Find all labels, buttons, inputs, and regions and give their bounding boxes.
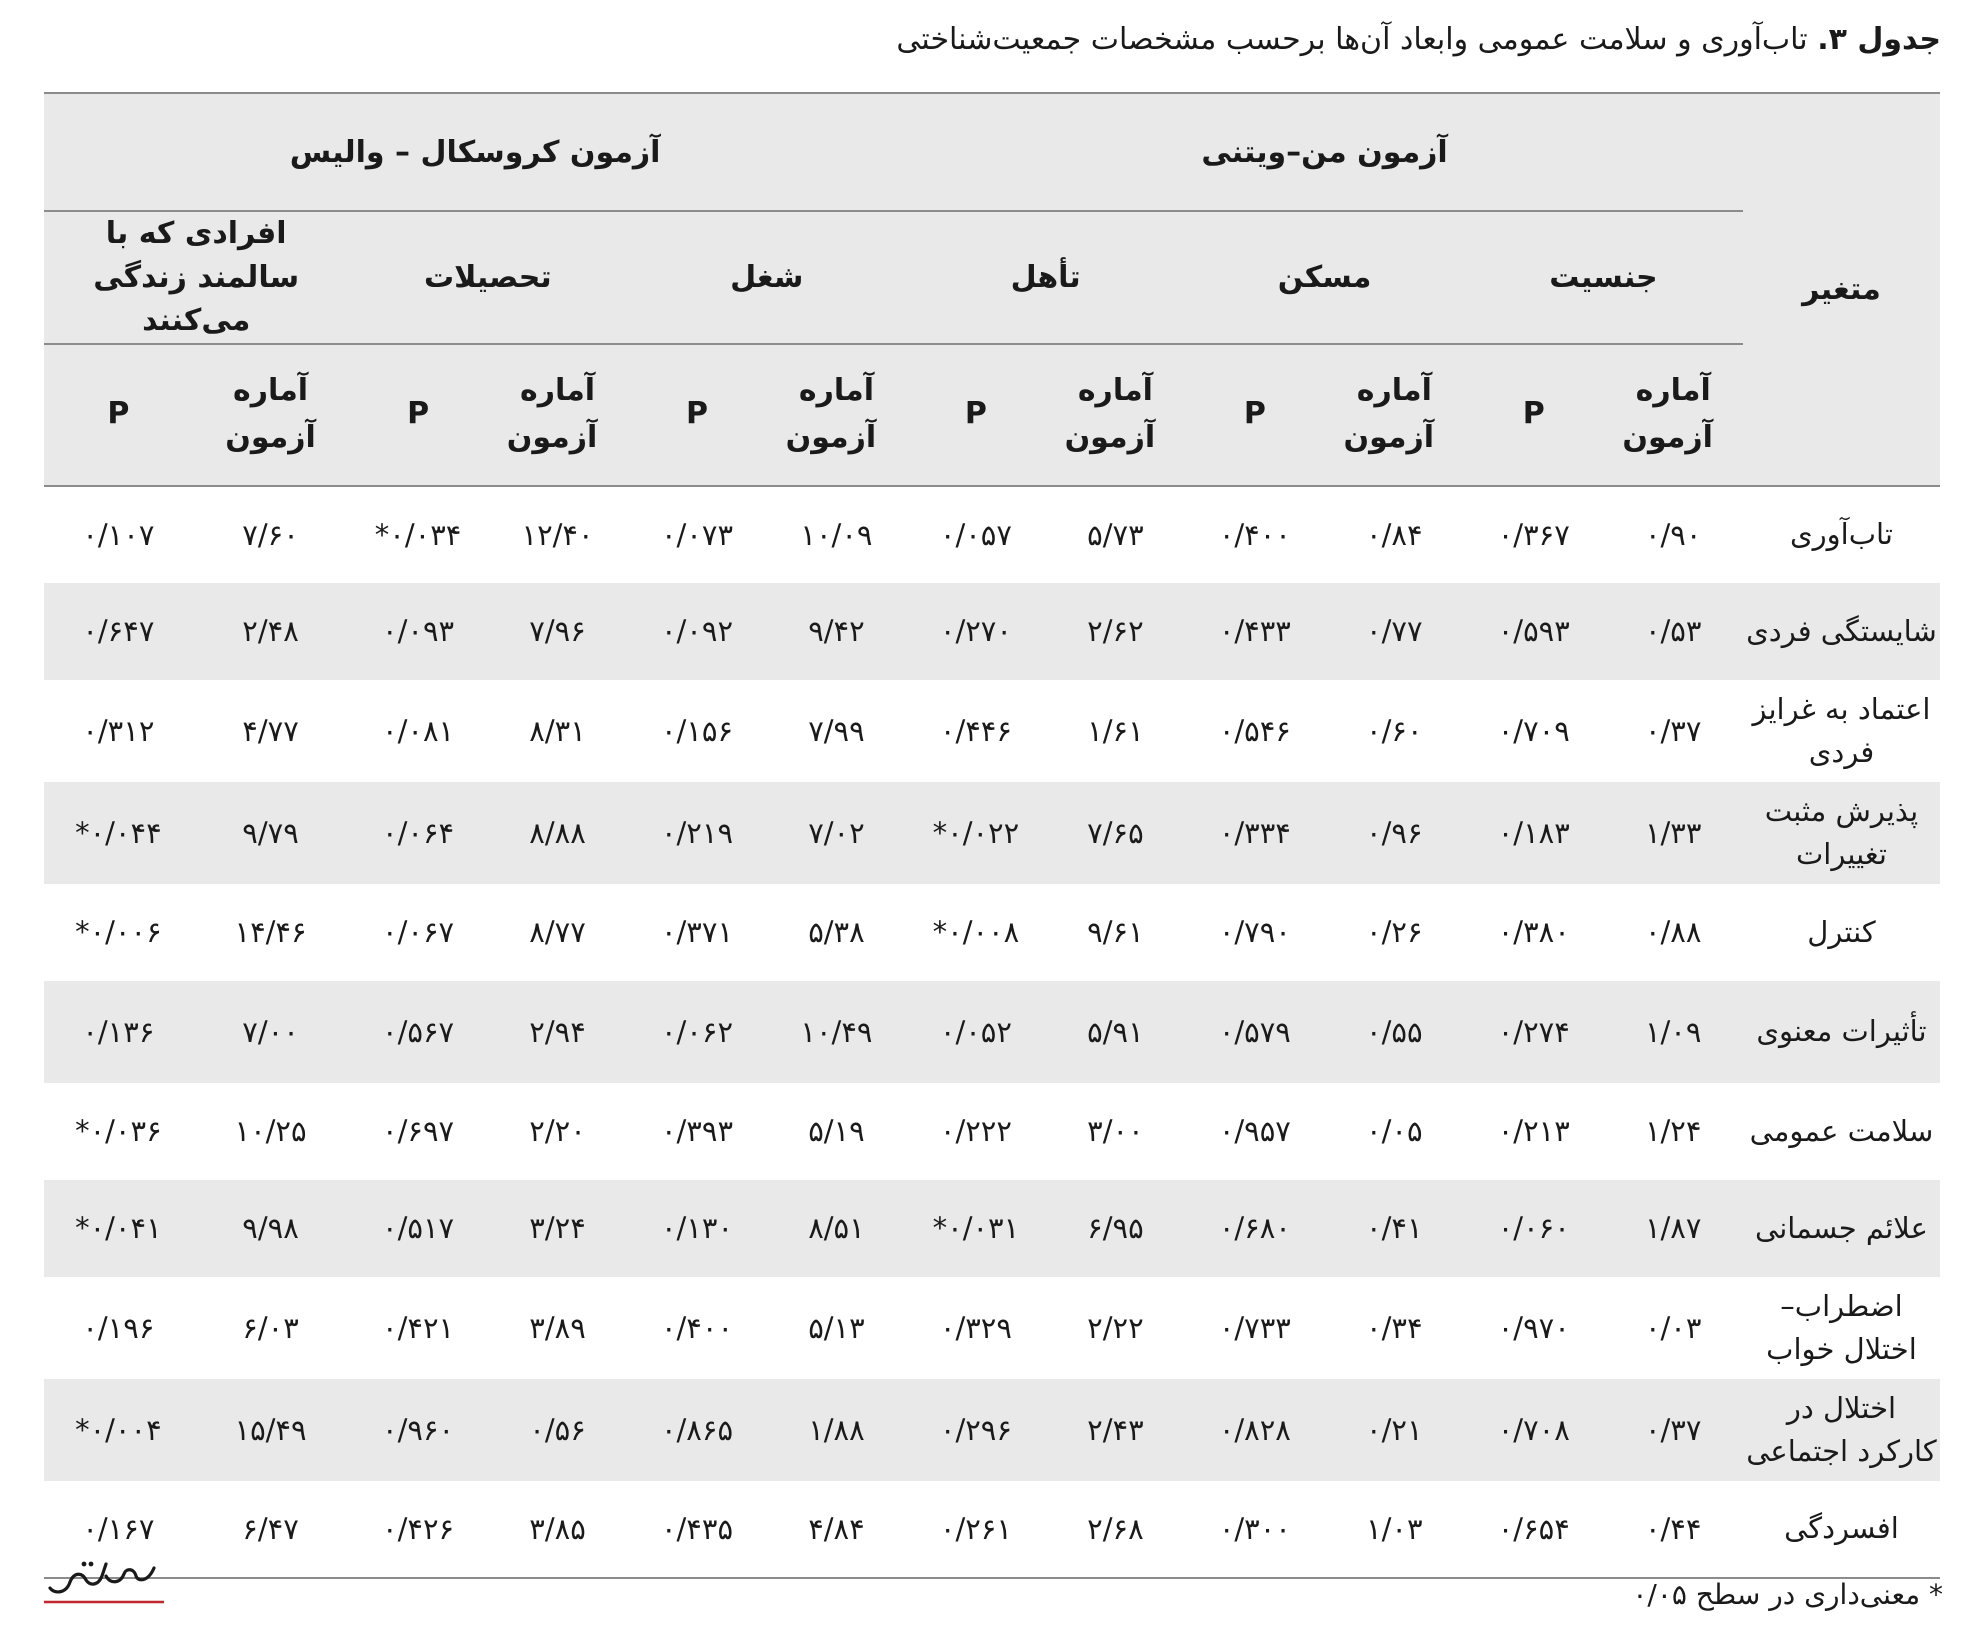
cell-statistic: ۸/۸۸ bbox=[488, 782, 627, 884]
cell-p-value: ۰/۳۳۴ bbox=[1185, 782, 1324, 884]
header-stat: آماره آزمون bbox=[1046, 344, 1185, 486]
cell-statistic: ۵/۱۹ bbox=[808, 1114, 865, 1148]
cell-statistic: ۰/۳۷ bbox=[1603, 1379, 1742, 1481]
cell-statistic: ۰/۶۰ bbox=[1366, 713, 1423, 748]
row-label: شایستگی فردی bbox=[1743, 583, 1940, 680]
header-variable: متغیر bbox=[1743, 93, 1940, 486]
table-body bbox=[44, 486, 1940, 1578]
cell-p-value: ۰/۲۶۱ bbox=[939, 1511, 1012, 1546]
cell-p-value: ۰/۰۶۷ bbox=[382, 915, 455, 949]
cell-p-value: ۰/۱۳۰ bbox=[627, 1180, 766, 1277]
row-label: علائم جسمانی bbox=[1743, 1180, 1940, 1277]
cell-p-value: ۰/۲۷۰ bbox=[906, 583, 1046, 680]
cell-statistic: ۵/۹۱ bbox=[1046, 981, 1185, 1083]
cell-p-value: ۰/۴۲۱ bbox=[382, 1310, 455, 1345]
cell-statistic: ۰/۵۵ bbox=[1325, 981, 1464, 1083]
cell-p-value: ۰/۹۶۰ bbox=[348, 1379, 487, 1481]
cell-p-value: ۰/۳۸۰ bbox=[1497, 915, 1570, 949]
cell-statistic: ۰/۰۵ bbox=[1366, 1114, 1423, 1148]
cell-p-value: ۰/۰۴۴* bbox=[44, 782, 193, 884]
cell-p-value: ۰/۱۳۶ bbox=[44, 981, 193, 1083]
header-group-mann-whitney: آزمون من–ویتنی bbox=[906, 93, 1743, 211]
cell-statistic: ۸/۳۱ bbox=[529, 713, 586, 748]
cell-statistic: ۱/۲۴ bbox=[1644, 1114, 1702, 1148]
table-row bbox=[44, 981, 1940, 1083]
cell-statistic: ۲/۶۸ bbox=[1087, 1511, 1144, 1546]
cell-statistic: ۶/۴۷ bbox=[242, 1511, 299, 1546]
cell-statistic: ۱۰/۲۵ bbox=[234, 1114, 307, 1148]
cell-p-value: ۰/۰۴۱* bbox=[44, 1180, 193, 1277]
cell-p-value: ۰/۳۷۱ bbox=[660, 915, 734, 949]
cell-statistic: ۰/۲۱ bbox=[1325, 1379, 1464, 1481]
results-table bbox=[44, 92, 1940, 1579]
cell-p-value: ۰/۰۲۲* bbox=[906, 782, 1046, 884]
cell-statistic: ۷/۶۰ bbox=[242, 517, 299, 552]
cell-statistic: ۰/۳۴ bbox=[1366, 1310, 1423, 1345]
cell-p-value: ۰/۱۰۷ bbox=[82, 517, 155, 552]
row-label: اضطراب– اختلال خواب bbox=[1766, 1289, 1917, 1366]
cell-p-value: ۰/۰۳۶* bbox=[75, 1114, 162, 1148]
header-p: P bbox=[1185, 344, 1324, 486]
cell-p-value: ۰/۷۹۰ bbox=[1218, 915, 1291, 949]
cell-statistic: ۳/۰۰ bbox=[1087, 1114, 1144, 1148]
cell-p-value: ۰/۱۶۷ bbox=[82, 1511, 155, 1546]
cell-p-value: ۰/۶۵۴ bbox=[1497, 1511, 1570, 1546]
cell-statistic: ۲/۹۴ bbox=[488, 981, 627, 1083]
cell-statistic: ۷/۶۵ bbox=[1046, 782, 1185, 884]
header-education: تحصیلات bbox=[348, 211, 627, 344]
cell-statistic: ۷/۹۹ bbox=[808, 713, 865, 748]
cell-statistic: ۷/۹۶ bbox=[488, 583, 627, 680]
cell-p-value: ۰/۰۶۲ bbox=[627, 981, 766, 1083]
cell-p-value: ۰/۰۰۸* bbox=[932, 915, 1020, 949]
cell-p-value: ۰/۰۶۴ bbox=[348, 782, 487, 884]
header-gender: جنسیت bbox=[1464, 211, 1743, 344]
table-caption bbox=[896, 22, 1941, 57]
table-row bbox=[44, 1277, 1940, 1379]
cell-p-value: ۰/۰۳۱* bbox=[906, 1180, 1046, 1277]
table-row bbox=[44, 1481, 1940, 1578]
header-p: P bbox=[348, 344, 487, 486]
cell-statistic: ۳/۲۴ bbox=[488, 1180, 627, 1277]
cell-p-value: ۰/۶۹۷ bbox=[382, 1114, 455, 1148]
header-stat: آماره آزمون bbox=[1603, 344, 1742, 486]
cell-p-value: ۰/۳۲۹ bbox=[939, 1310, 1012, 1345]
header-cohabitants: افرادی که با سالمند زندگی می‌کنند bbox=[44, 211, 348, 344]
table-row bbox=[44, 486, 1940, 583]
cell-statistic: ۰/۹۰ bbox=[1644, 517, 1702, 552]
cell-p-value: ۰/۲۷۴ bbox=[1464, 981, 1603, 1083]
cell-p-value: ۰/۴۰۰ bbox=[1218, 517, 1291, 552]
cell-statistic: ۴/۷۷ bbox=[242, 713, 299, 748]
cell-p-value: ۰/۸۲۸ bbox=[1185, 1379, 1324, 1481]
table-row bbox=[44, 1180, 1940, 1277]
row-label: تأثیرات معنوی bbox=[1743, 981, 1940, 1083]
cell-statistic: ۲/۶۲ bbox=[1046, 583, 1185, 680]
cell-p-value: ۰/۷۳۳ bbox=[1218, 1310, 1291, 1345]
table-row bbox=[44, 583, 1940, 680]
row-label: اختلال در کارکرد اجتماعی bbox=[1743, 1379, 1940, 1481]
cell-statistic: ۰/۴۱ bbox=[1325, 1180, 1464, 1277]
cell-p-value: ۰/۰۳۴* bbox=[374, 517, 462, 552]
header-group-kruskal-wallis: آزمون کروسکال – والیس bbox=[44, 93, 906, 211]
cell-p-value: ۰/۸۶۵ bbox=[627, 1379, 766, 1481]
cell-statistic: ۸/۵۱ bbox=[767, 1180, 906, 1277]
table-row bbox=[44, 1083, 1940, 1180]
cell-statistic: ۰/۷۷ bbox=[1325, 583, 1464, 680]
cell-statistic: ۱۵/۴۹ bbox=[193, 1379, 349, 1481]
salmand-logo bbox=[44, 1552, 164, 1608]
cell-statistic: ۱/۸۷ bbox=[1603, 1180, 1742, 1277]
row-label: سلامت عمومی bbox=[1749, 1113, 1934, 1148]
cell-p-value: ۰/۵۱۷ bbox=[348, 1180, 487, 1277]
cell-statistic: ۱/۶۱ bbox=[1087, 713, 1144, 748]
cell-p-value: ۰/۰۷۳ bbox=[660, 517, 734, 552]
cell-statistic: ۵/۱۳ bbox=[808, 1310, 865, 1345]
cell-statistic: ۳/۸۵ bbox=[529, 1511, 586, 1546]
cell-statistic: ۲/۲۲ bbox=[1087, 1310, 1144, 1345]
cell-statistic: ۰/۲۶ bbox=[1366, 915, 1423, 949]
cell-statistic: ۸/۷۷ bbox=[529, 915, 586, 949]
cell-p-value: ۰/۷۰۹ bbox=[1497, 713, 1570, 748]
row-label: اعتماد به غرایز فردی bbox=[1752, 692, 1931, 769]
cell-p-value: ۰/۵۹۳ bbox=[1464, 583, 1603, 680]
cell-statistic: ۶/۹۵ bbox=[1046, 1180, 1185, 1277]
cell-p-value: ۰/۷۰۸ bbox=[1464, 1379, 1603, 1481]
cell-p-value: ۰/۰۹۲ bbox=[627, 583, 766, 680]
cell-p-value: ۰/۰۵۲ bbox=[906, 981, 1046, 1083]
cell-p-value: ۰/۶۸۰ bbox=[1185, 1180, 1324, 1277]
cell-statistic: ۱۰/۴۹ bbox=[767, 981, 906, 1083]
header-p: P bbox=[44, 344, 193, 486]
header-marital: تأهل bbox=[906, 211, 1185, 344]
cell-p-value: ۰/۰۹۳ bbox=[348, 583, 487, 680]
cell-statistic: ۰/۸۸ bbox=[1644, 915, 1702, 949]
cell-statistic: ۰/۵۳ bbox=[1603, 583, 1742, 680]
cell-p-value: ۰/۱۵۶ bbox=[660, 713, 734, 748]
cell-p-value: ۰/۵۶۷ bbox=[348, 981, 487, 1083]
cell-statistic: ۳/۸۹ bbox=[529, 1310, 586, 1345]
header-p: P bbox=[627, 344, 766, 486]
cell-statistic: ۲/۴۳ bbox=[1046, 1379, 1185, 1481]
cell-p-value: ۰/۰۰۴* bbox=[44, 1379, 193, 1481]
cell-statistic: ۹/۴۲ bbox=[767, 583, 906, 680]
cell-statistic: ۱۰/۰۹ bbox=[800, 517, 873, 552]
table-row bbox=[44, 782, 1940, 884]
cell-p-value: ۰/۴۲۶ bbox=[382, 1511, 455, 1546]
cell-statistic: ۷/۰۲ bbox=[767, 782, 906, 884]
cell-p-value: ۰/۲۲۲ bbox=[939, 1114, 1012, 1148]
cell-p-value: ۰/۴۳۳ bbox=[1185, 583, 1324, 680]
table-row bbox=[44, 884, 1940, 981]
cell-p-value: ۰/۹۵۷ bbox=[1218, 1114, 1291, 1148]
cell-statistic: ۰/۴۴ bbox=[1644, 1511, 1702, 1546]
cell-p-value: ۰/۰۶۰ bbox=[1464, 1180, 1603, 1277]
cell-p-value: ۰/۲۱۹ bbox=[627, 782, 766, 884]
header-p: P bbox=[906, 344, 1046, 486]
cell-p-value: ۰/۳۶۷ bbox=[1497, 517, 1570, 552]
header-stat: آماره آزمون bbox=[767, 344, 906, 486]
cell-statistic: ۷/۰۰ bbox=[193, 981, 349, 1083]
cell-p-value: ۰/۶۴۷ bbox=[44, 583, 193, 680]
caption-text: تاب‌آوری و سلامت عمومی وابعاد آن‌ها برحسب مشخصات جمعیت‌شناختی bbox=[896, 22, 1808, 57]
cell-p-value: ۰/۵۴۶ bbox=[1218, 713, 1291, 748]
cell-statistic: ۰/۹۶ bbox=[1325, 782, 1464, 884]
cell-p-value: ۰/۰۵۷ bbox=[939, 517, 1012, 552]
cell-statistic: ۰/۳۷ bbox=[1644, 713, 1702, 748]
table-row bbox=[44, 1379, 1940, 1481]
header-job: شغل bbox=[627, 211, 906, 344]
header-housing: مسکن bbox=[1185, 211, 1464, 344]
cell-p-value: ۰/۳۱۲ bbox=[82, 713, 155, 748]
cell-statistic: ۹/۷۹ bbox=[193, 782, 349, 884]
cell-p-value: ۰/۲۱۳ bbox=[1497, 1114, 1570, 1148]
cell-statistic: ۵/۷۳ bbox=[1087, 517, 1144, 552]
cell-p-value: ۰/۲۹۶ bbox=[906, 1379, 1046, 1481]
row-label: پذیرش مثبت تغییرات bbox=[1743, 782, 1940, 884]
cell-statistic: ۱۲/۴۰ bbox=[521, 517, 594, 552]
row-label: تاب‌آوری bbox=[1789, 517, 1893, 552]
cell-statistic: ۱/۳۳ bbox=[1603, 782, 1742, 884]
caption-label: جدول ۳. bbox=[1817, 22, 1941, 57]
cell-statistic: ۹/۹۸ bbox=[193, 1180, 349, 1277]
cell-statistic: ۱/۰۳ bbox=[1366, 1511, 1423, 1546]
cell-statistic: ۵/۳۸ bbox=[808, 915, 865, 949]
row-label: افسردگی bbox=[1784, 1511, 1899, 1546]
cell-p-value: ۰/۴۳۵ bbox=[660, 1511, 734, 1546]
row-label: کنترل bbox=[1807, 914, 1876, 949]
cell-p-value: ۰/۴۴۶ bbox=[939, 713, 1012, 748]
cell-statistic: ۰/۵۶ bbox=[488, 1379, 627, 1481]
table-row bbox=[44, 680, 1940, 782]
cell-p-value: ۰/۰۰۶* bbox=[75, 915, 162, 949]
cell-p-value: ۰/۴۰۰ bbox=[660, 1310, 734, 1345]
cell-statistic: ۱/۸۸ bbox=[767, 1379, 906, 1481]
cell-statistic: ۴/۸۴ bbox=[808, 1511, 865, 1546]
header-stat: آماره آزمون bbox=[193, 344, 349, 486]
cell-p-value: ۰/۰۸۱ bbox=[382, 713, 455, 748]
header-stat: آماره آزمون bbox=[488, 344, 627, 486]
cell-p-value: ۰/۹۷۰ bbox=[1497, 1310, 1570, 1345]
cell-p-value: ۰/۱۸۳ bbox=[1464, 782, 1603, 884]
cell-p-value: ۰/۱۹۶ bbox=[82, 1310, 155, 1345]
cell-p-value: ۰/۵۷۹ bbox=[1185, 981, 1324, 1083]
footnote: * معنی‌داری در سطح ۰/۰۵ bbox=[1632, 1578, 1943, 1611]
cell-p-value: ۰/۳۰۰ bbox=[1218, 1511, 1291, 1546]
cell-statistic: ۲/۲۰ bbox=[529, 1114, 586, 1148]
cell-p-value: ۰/۳۹۳ bbox=[660, 1114, 734, 1148]
cell-statistic: ۶/۰۳ bbox=[242, 1310, 299, 1345]
cell-statistic: ۱/۰۹ bbox=[1603, 981, 1742, 1083]
cell-statistic: ۰/۸۴ bbox=[1366, 517, 1423, 552]
header-stat: آماره آزمون bbox=[1325, 344, 1464, 486]
header-p: P bbox=[1464, 344, 1603, 486]
cell-statistic: ۹/۶۱ bbox=[1087, 915, 1144, 949]
cell-statistic: ۲/۴۸ bbox=[193, 583, 349, 680]
cell-statistic: ۰/۰۳ bbox=[1644, 1310, 1702, 1345]
cell-statistic: ۱۴/۴۶ bbox=[234, 915, 307, 949]
